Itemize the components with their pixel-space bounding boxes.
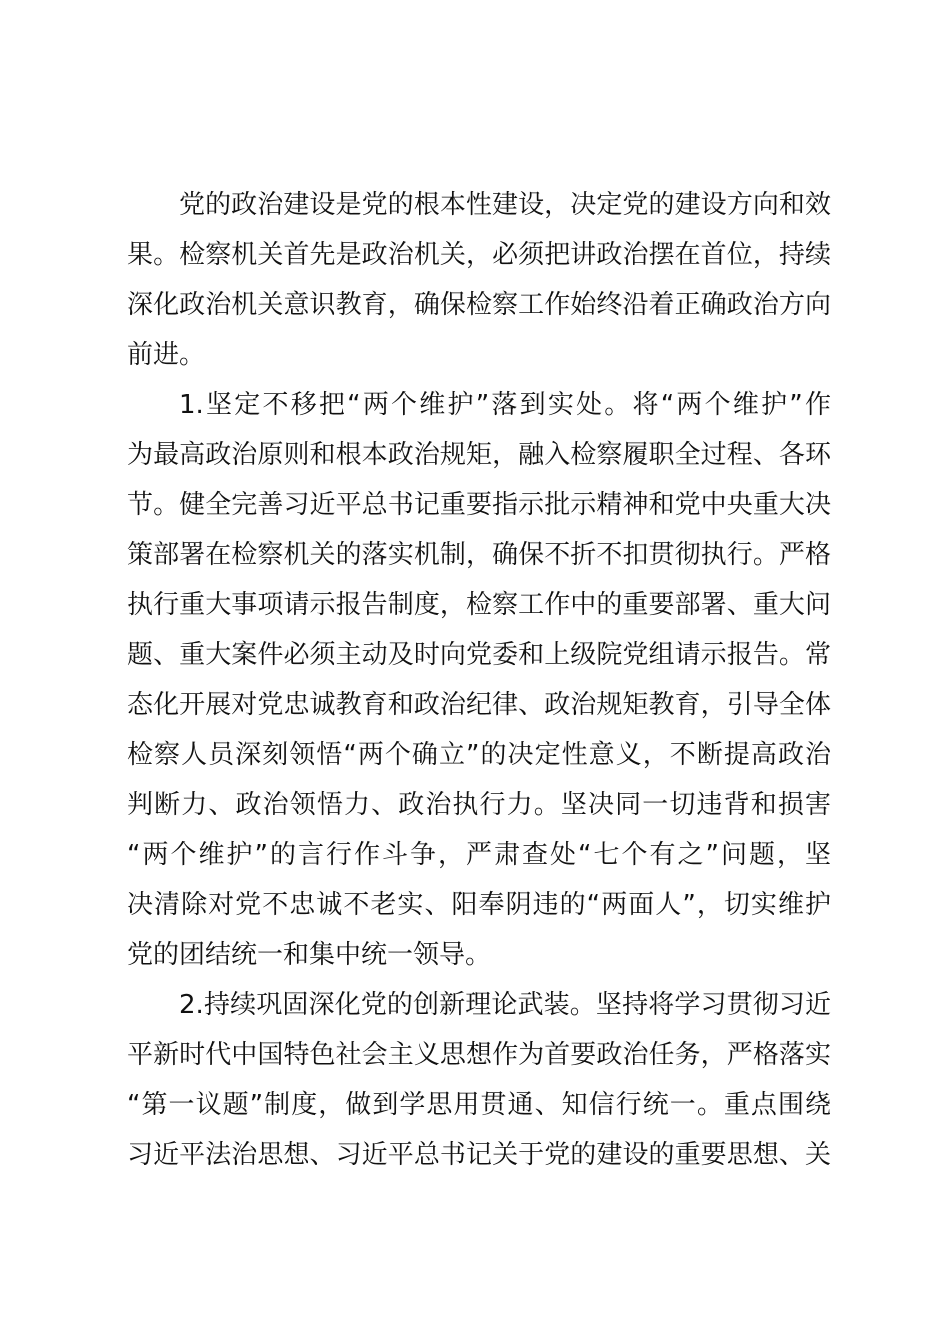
text-line: 深化政治机关意识教育，确保检察工作始终沿着正确政治方向 (127, 290, 831, 320)
text-line: 节。健全完善习近平总书记重要指示批示精神和党中央重大决 (127, 490, 831, 520)
text-line: 果。检察机关首先是政治机关，必须把讲政治摆在首位，持续 (127, 240, 831, 270)
text-line: 为最高政治原则和根本政治规矩，融入检察履职全过程、各环 (127, 440, 831, 470)
text-line: 执行重大事项请示报告制度，检察工作中的重要部署、重大问 (127, 590, 831, 620)
document-page (127, 180, 831, 1180)
text-line: 策部署在检察机关的落实机制，确保不折不扣贯彻执行。严格 (127, 540, 831, 570)
text-line: 检察人员深刻领悟“两个确立”的决定性意义，不断提高政治 (127, 740, 831, 770)
paragraph-1 (127, 380, 831, 980)
text-line: 题、重大案件必须主动及时向党委和上级院党组请示报告。常 (127, 640, 831, 670)
text-line: “第一议题”制度，做到学思用贯通、知信行统一。重点围绕 (127, 1090, 831, 1120)
paragraph-intro (127, 180, 831, 380)
text-line: 1.坚定不移把“两个维护”落到实处。将“两个维护”作 (179, 390, 831, 420)
text-line: 习近平法治思想、习近平总书记关于党的建设的重要思想、关 (127, 1140, 831, 1170)
text-line: 党的团结统一和集中统一领导。 (127, 940, 492, 970)
text-line: “两个维护”的言行作斗争，严肃查处“七个有之”问题，坚 (127, 840, 831, 870)
text-line: 态化开展对党忠诚教育和政治纪律、政治规矩教育，引导全体 (127, 690, 831, 720)
text-line: 2.持续巩固深化党的创新理论武装。坚持将学习贯彻习近 (179, 990, 831, 1020)
text-line: 判断力、政治领悟力、政治执行力。坚决同一切违背和损害 (127, 790, 831, 820)
text-line: 党的政治建设是党的根本性建设，决定党的建设方向和效 (179, 190, 831, 220)
text-line: 平新时代中国特色社会主义思想作为首要政治任务，严格落实 (127, 1040, 831, 1070)
text-line: 决清除对党不忠诚不老实、阳奉阴违的“两面人”，切实维护 (127, 890, 831, 920)
paragraph-2 (127, 980, 831, 1180)
text-line: 前进。 (127, 340, 206, 370)
